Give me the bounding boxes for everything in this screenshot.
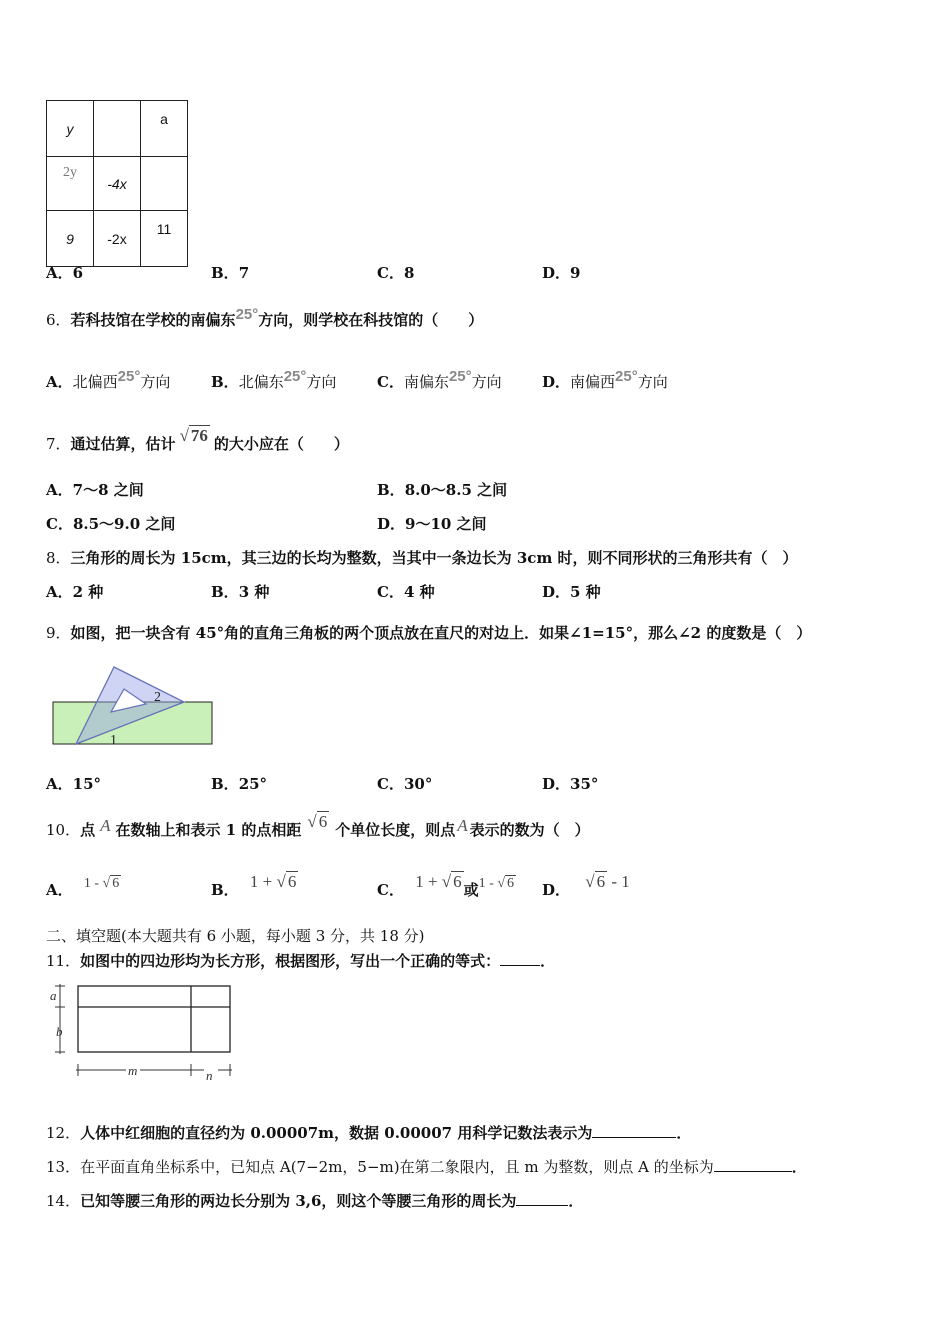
label-a: a bbox=[50, 988, 57, 1003]
stem-text: 点 bbox=[80, 821, 96, 839]
option-text: 南偏东 bbox=[403, 373, 449, 391]
q6-option-c[interactable] bbox=[377, 368, 502, 392]
option-letter: D． bbox=[542, 881, 571, 899]
option-letter: B． bbox=[211, 775, 239, 793]
stem-text: 通过估算，估计 bbox=[70, 435, 176, 453]
stem-text: 在数轴上和表示 1 的点相距 bbox=[115, 821, 302, 839]
answer-blank[interactable] bbox=[714, 1157, 792, 1172]
question-number: 6． bbox=[46, 311, 71, 329]
option-letter: D． bbox=[542, 264, 571, 282]
option-text: 8 bbox=[403, 264, 415, 282]
grid-cell: 2y bbox=[47, 157, 94, 211]
option-text: 南偏西 bbox=[570, 373, 616, 391]
label-n: n bbox=[206, 1068, 213, 1083]
option-text: 方向 bbox=[471, 373, 502, 391]
question-14-stem bbox=[46, 1190, 583, 1211]
radicand: 6 bbox=[507, 876, 514, 891]
question-number: 7． bbox=[46, 435, 71, 453]
option-math: 1 - √ 6 bbox=[83, 876, 120, 891]
table-row bbox=[47, 211, 188, 267]
option-letter: C． bbox=[46, 515, 73, 533]
q10-option-b[interactable] bbox=[211, 872, 298, 900]
q7-option-a[interactable] bbox=[46, 479, 144, 500]
option-text: 6 bbox=[72, 264, 84, 282]
option-text: 北偏西 bbox=[72, 373, 118, 391]
stem-text: 的大小应在（ ） bbox=[213, 435, 349, 453]
question-number: 8． bbox=[46, 549, 71, 567]
grid-cell bbox=[141, 157, 188, 211]
table-row bbox=[47, 101, 188, 157]
option-math: 1 + √ 6 bbox=[249, 872, 297, 891]
option-text: 7～8 之间 bbox=[72, 481, 144, 499]
angle-value: 25° bbox=[448, 368, 472, 385]
option-text: 25° bbox=[238, 775, 268, 793]
stem-text: 在平面直角坐标系中，已知点 A(7−2m，5−m)在第二象限内，且 m 为整数，则点 A 的坐标为 bbox=[80, 1158, 714, 1176]
grid-cell: -4x bbox=[94, 157, 141, 211]
q6-option-d[interactable] bbox=[542, 368, 668, 392]
option-text: 方向 bbox=[637, 373, 668, 391]
q10-option-d[interactable] bbox=[542, 872, 630, 900]
option-letter: C． bbox=[377, 881, 404, 899]
option-math: 1 - √ 6 bbox=[478, 876, 514, 891]
option-text: 方向 bbox=[306, 373, 337, 391]
angle-value: 25° bbox=[283, 368, 307, 385]
grid-cell: 11 bbox=[141, 211, 188, 267]
option-letter: C． bbox=[377, 583, 404, 601]
option-letter: D． bbox=[377, 515, 406, 533]
option-letter: A． bbox=[46, 775, 73, 793]
q6-option-a[interactable] bbox=[46, 368, 171, 392]
option-letter: A． bbox=[46, 481, 73, 499]
option-letter: C． bbox=[377, 264, 404, 282]
angle-2-label: 2 bbox=[154, 690, 161, 705]
radicand: 6 bbox=[287, 872, 297, 891]
stem-end: ． bbox=[540, 952, 556, 970]
option-text: 北偏东 bbox=[238, 373, 284, 391]
option-letter: B． bbox=[211, 881, 239, 899]
option-letter: B． bbox=[377, 481, 405, 499]
q8-option-c[interactable] bbox=[377, 581, 435, 602]
option-letter: A． bbox=[46, 881, 73, 899]
question-number: 10． bbox=[46, 821, 81, 839]
option-letter: D． bbox=[542, 775, 571, 793]
stem-text: 如图中的四边形均为长方形，根据图形，写出一个正确的等式： bbox=[80, 952, 501, 970]
angle-1-label: 1 bbox=[110, 733, 117, 748]
stem-end: ． bbox=[791, 1158, 807, 1176]
question-7-stem bbox=[46, 426, 349, 454]
stem-text: 如图，把一块含有 45°角的直角三角板的两个顶点放在直尺的对边上．如果∠1=15°，那么∠2 的度数是（ ） bbox=[70, 624, 812, 642]
stem-text: 三角形的周长为 15cm，其三边的长均为整数，当其中一条边长为 3cm 时，则不同形状的三角形共有（ ） bbox=[70, 549, 798, 567]
option-text: 35° bbox=[570, 775, 599, 793]
stem-text: 表示的数为（ ） bbox=[469, 821, 590, 839]
number-grid-table bbox=[46, 100, 188, 267]
grid-cell: y bbox=[47, 101, 94, 157]
stem-end: ． bbox=[676, 1124, 692, 1142]
option-letter: A． bbox=[46, 264, 73, 282]
option-text: 方向 bbox=[140, 373, 171, 391]
stem-text: 方向，则学校在科技馆的（ ） bbox=[258, 311, 484, 329]
stem-end: ． bbox=[568, 1192, 584, 1210]
math-text: 1 - bbox=[478, 876, 498, 891]
angle-value: 25° bbox=[235, 306, 259, 323]
q9-option-a[interactable] bbox=[46, 773, 101, 794]
q6-option-b[interactable] bbox=[211, 368, 337, 392]
question-number: 9． bbox=[46, 624, 71, 642]
label-m: m bbox=[128, 1063, 138, 1078]
label-b: b bbox=[56, 1024, 63, 1039]
math-text: 1 + bbox=[415, 872, 442, 891]
answer-blank[interactable] bbox=[516, 1191, 568, 1206]
option-text: 9 bbox=[570, 264, 581, 282]
option-text: 4 种 bbox=[403, 583, 435, 601]
stem-text: 已知等腰三角形的两边长分别为 3,6，则这个等腰三角形的周长为 bbox=[80, 1192, 517, 1210]
question-8-stem bbox=[46, 547, 798, 568]
question-10-stem bbox=[46, 812, 590, 840]
q5-option-b[interactable] bbox=[211, 262, 249, 283]
answer-blank[interactable] bbox=[592, 1123, 676, 1138]
option-text: 3 种 bbox=[238, 583, 270, 601]
rectangles-figure bbox=[46, 980, 238, 1086]
angle-value: 25° bbox=[615, 368, 638, 385]
option-text: 7 bbox=[238, 264, 250, 282]
q5-option-a[interactable] bbox=[46, 262, 83, 283]
q9-option-d[interactable] bbox=[542, 773, 598, 794]
option-letter: B． bbox=[211, 373, 239, 391]
option-text: 2 种 bbox=[72, 583, 104, 601]
option-letter: B． bbox=[211, 583, 239, 601]
q8-option-d[interactable] bbox=[542, 581, 601, 602]
q10-option-a[interactable] bbox=[46, 876, 121, 900]
option-math: 1 + √ 6 bbox=[415, 872, 462, 891]
radicand: 6 bbox=[453, 872, 462, 891]
question-13-stem bbox=[46, 1156, 807, 1177]
radicand: 6 bbox=[112, 876, 120, 891]
q5-option-c[interactable] bbox=[377, 262, 414, 283]
q8-option-a[interactable] bbox=[46, 581, 103, 602]
option-letter: C． bbox=[377, 775, 404, 793]
math-text: 1 + bbox=[249, 872, 277, 891]
stem-text: 个单位长度，则点 bbox=[335, 821, 456, 839]
table-row bbox=[47, 157, 188, 211]
question-number: 11． bbox=[46, 952, 81, 970]
q9-option-b[interactable] bbox=[211, 773, 267, 794]
option-letter: D． bbox=[542, 373, 571, 391]
outer-rectangle bbox=[78, 986, 230, 1052]
question-11-stem bbox=[46, 950, 555, 971]
q8-option-b[interactable] bbox=[211, 581, 269, 602]
option-letter: D． bbox=[542, 583, 571, 601]
q9-option-c[interactable] bbox=[377, 773, 432, 794]
math-text: 1 - bbox=[83, 876, 103, 891]
q7-option-c[interactable] bbox=[46, 513, 175, 534]
point-label: A bbox=[100, 816, 111, 835]
option-text: 9～10 之间 bbox=[405, 515, 487, 533]
option-text: 8.0～8.5 之间 bbox=[404, 481, 508, 499]
option-text: 8.5～9.0 之间 bbox=[72, 515, 176, 533]
answer-blank[interactable] bbox=[500, 951, 540, 966]
sqrt-expression: √ 6 bbox=[307, 812, 328, 831]
option-letter: B． bbox=[211, 264, 239, 282]
question-number: 14． bbox=[46, 1192, 81, 1210]
q5-option-d[interactable] bbox=[542, 262, 580, 283]
option-letter: C． bbox=[377, 373, 404, 391]
sqrt-expression: √ 76 bbox=[179, 426, 208, 445]
option-text: 5 种 bbox=[570, 583, 601, 601]
option-letter: A． bbox=[46, 373, 73, 391]
q7-option-d[interactable] bbox=[377, 513, 487, 534]
radicand: 6 bbox=[596, 872, 606, 891]
question-9-stem bbox=[46, 622, 811, 643]
grid-cell: -2x bbox=[94, 211, 141, 267]
option-letter: A． bbox=[46, 583, 73, 601]
grid-cell: 9 bbox=[47, 211, 94, 267]
q7-option-b[interactable] bbox=[377, 479, 507, 500]
q10-option-c[interactable] bbox=[377, 872, 516, 900]
grid-cell bbox=[94, 101, 141, 157]
grid-cell: a bbox=[141, 101, 188, 157]
stem-text: 人体中红细胞的直径约为 0.00007m，数据 0.00007 用科学记数法表示为 bbox=[80, 1124, 593, 1142]
question-6-stem bbox=[46, 306, 484, 330]
radicand: 6 bbox=[318, 812, 328, 831]
option-text: 15° bbox=[72, 775, 102, 793]
math-text: - 1 bbox=[607, 872, 630, 891]
question-number: 13． bbox=[46, 1158, 81, 1176]
point-label: A bbox=[457, 816, 468, 835]
or-text: 或 bbox=[463, 881, 479, 899]
option-math: √ 6 - 1 bbox=[585, 872, 630, 891]
ruler-triangle-figure bbox=[46, 662, 226, 752]
angle-value: 25° bbox=[117, 368, 141, 385]
question-number: 12． bbox=[46, 1124, 81, 1142]
option-text: 30° bbox=[403, 775, 433, 793]
question-12-stem bbox=[46, 1122, 691, 1143]
section-2-heading: 二、填空题(本大题共有 6 小题，每小题 3 分，共 18 分) bbox=[46, 927, 425, 945]
radicand: 76 bbox=[190, 426, 208, 445]
stem-text: 若科技馆在学校的南偏东 bbox=[70, 311, 236, 329]
